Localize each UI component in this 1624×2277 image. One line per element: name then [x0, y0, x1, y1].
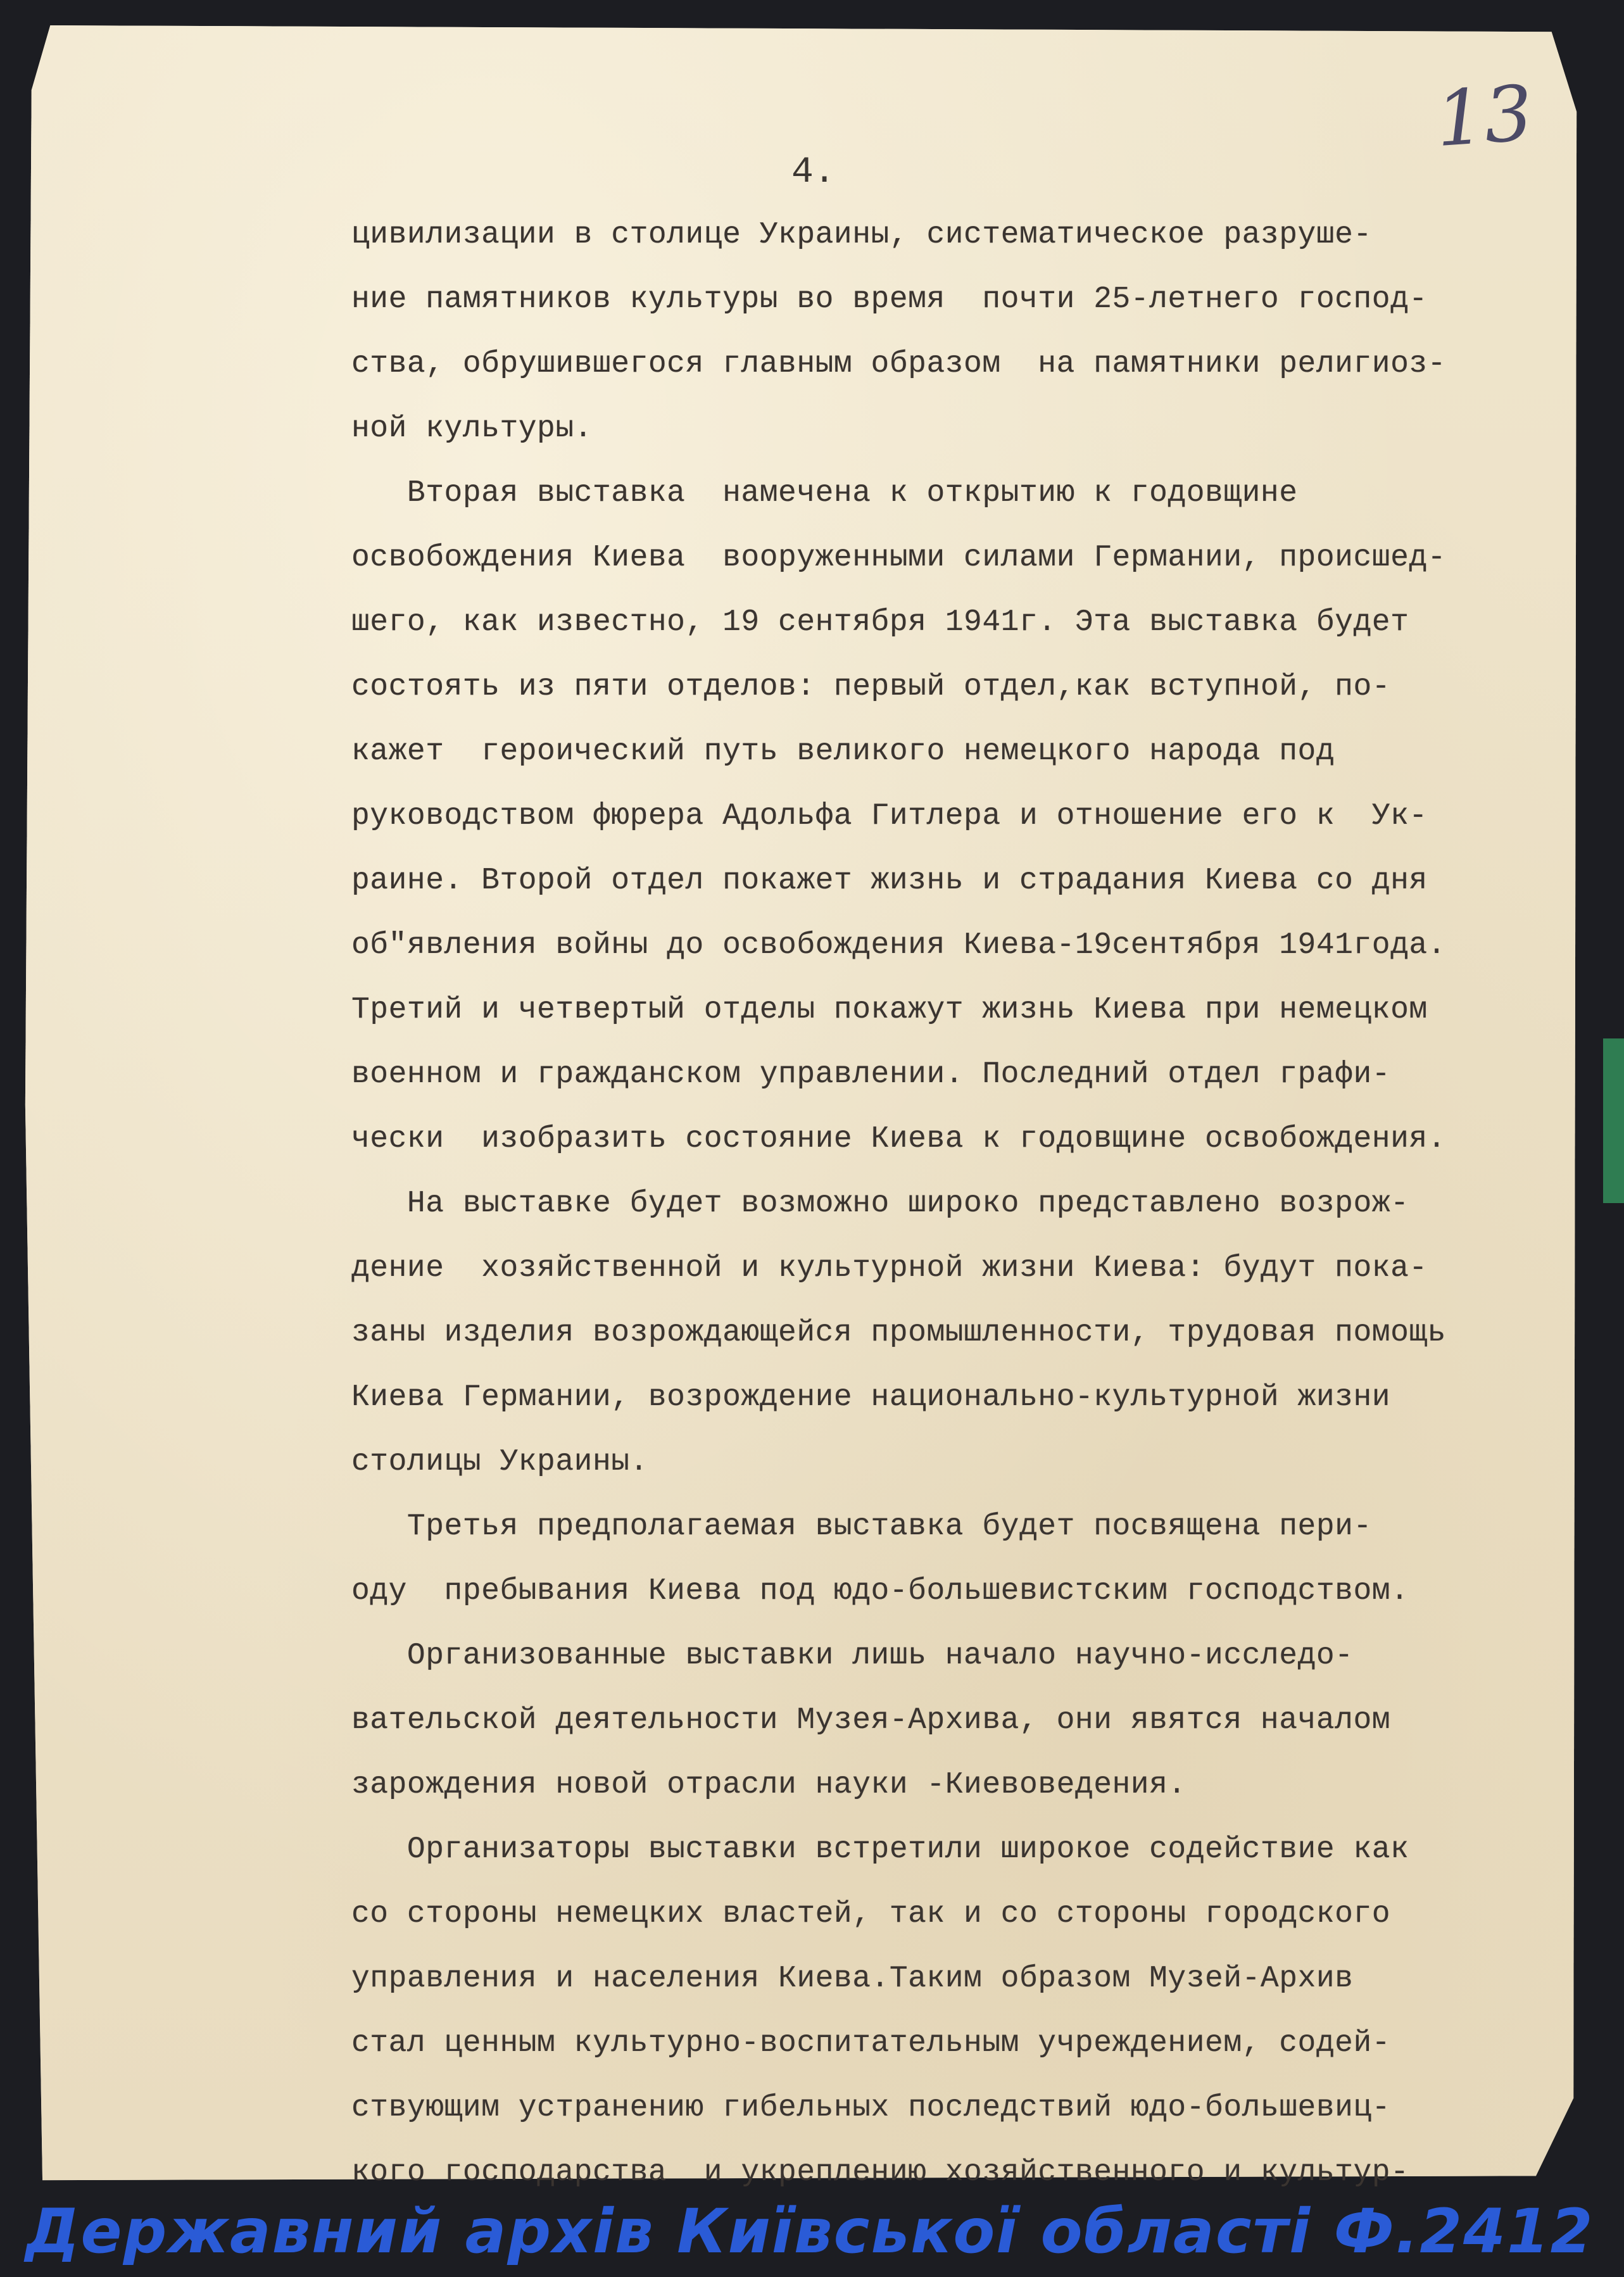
text-line: вательской деятельности Музея-Архива, они явятся началом	[351, 1703, 1391, 1738]
text-line: На выставке будет возможно широко представлено возрож-	[351, 1187, 1409, 1221]
page-number: 4.	[791, 152, 836, 193]
folio-number: 13	[1433, 69, 1536, 165]
text-line: ства, обрушившегося главным образом на памятники религиоз-	[351, 347, 1446, 381]
edge-tab	[1603, 1038, 1624, 1203]
text-line: зарождения новой отрасли науки -Киевоведения.	[351, 1768, 1187, 1802]
text-line: со стороны немецких властей, так и со стороны городского	[351, 1897, 1391, 1931]
text-line: столицы Украины.	[351, 1445, 648, 1479]
text-line: Киева Германии, возрождение национально-культурной жизни	[351, 1380, 1391, 1415]
text-line: раине. Второй отдел покажет жизнь и страдания Киева со дня	[351, 864, 1428, 898]
text-line: Третий и четвертый отделы покажут жизнь Киева при немецком	[351, 993, 1428, 1027]
text-line: ной культуры.	[351, 412, 593, 446]
text-line: заны изделия возрождающейся промышленности, трудовая помощь	[351, 1316, 1446, 1350]
text-line: состоять из пяти отделов: первый отдел,как вступной, по-	[351, 670, 1391, 704]
text-line: ствующим устранению гибельных последствий юдо-большевиц-	[351, 2091, 1391, 2125]
text-line: об"явления войны до освобождения Киева-19сентября 1941года.	[351, 928, 1446, 962]
text-line: кого господарства и укреплению хозяйственного и культур-	[351, 2155, 1409, 2190]
text-line: Третья предполагаемая выставка будет посвящена пери-	[351, 1510, 1372, 1544]
text-line: кажет героический путь великого немецкого народа под	[351, 735, 1335, 769]
text-line: стал ценным культурно-воспитательным учреждением, содей-	[351, 2026, 1391, 2060]
text-line: управления и населения Киева.Таким образом Музей-Архив	[351, 1962, 1354, 1996]
text-line: шего, как известно, 19 сентября 1941г. Эта выставка будет	[351, 605, 1409, 640]
archive-caption: Державний архів Київської області Ф.2412	[25, 2196, 1594, 2267]
text-line: Организованные выставки лишь начало научно-исследо-	[351, 1639, 1354, 1673]
text-line: оду пребывания Киева под юдо-большевистским господством.	[351, 1574, 1409, 1608]
text-line: чески изобразить состояние Киева к годовщине освобождения.	[351, 1122, 1446, 1156]
text-line: Вторая выставка намечена к открытию к годовщине	[351, 476, 1298, 510]
text-line: цивилизации в столице Украины, систематическое разруше-	[351, 218, 1372, 252]
text-line: дение хозяйственной и культурной жизни Киева: будут пока-	[351, 1251, 1428, 1285]
text-line: Организаторы выставки встретили широкое содействие как	[351, 1832, 1409, 1867]
text-line: руководством фюрера Адольфа Гитлера и отношение его к Ук-	[351, 799, 1428, 833]
text-line: освобождения Киева вооруженными силами Германии, происшед-	[351, 541, 1446, 575]
text-line: военном и гражданском управлении. Последний отдел графи-	[351, 1057, 1391, 1092]
document-text	[351, 203, 1586, 2205]
text-line: ние памятников культуры во время почти 25-летнего господ-	[351, 282, 1428, 317]
